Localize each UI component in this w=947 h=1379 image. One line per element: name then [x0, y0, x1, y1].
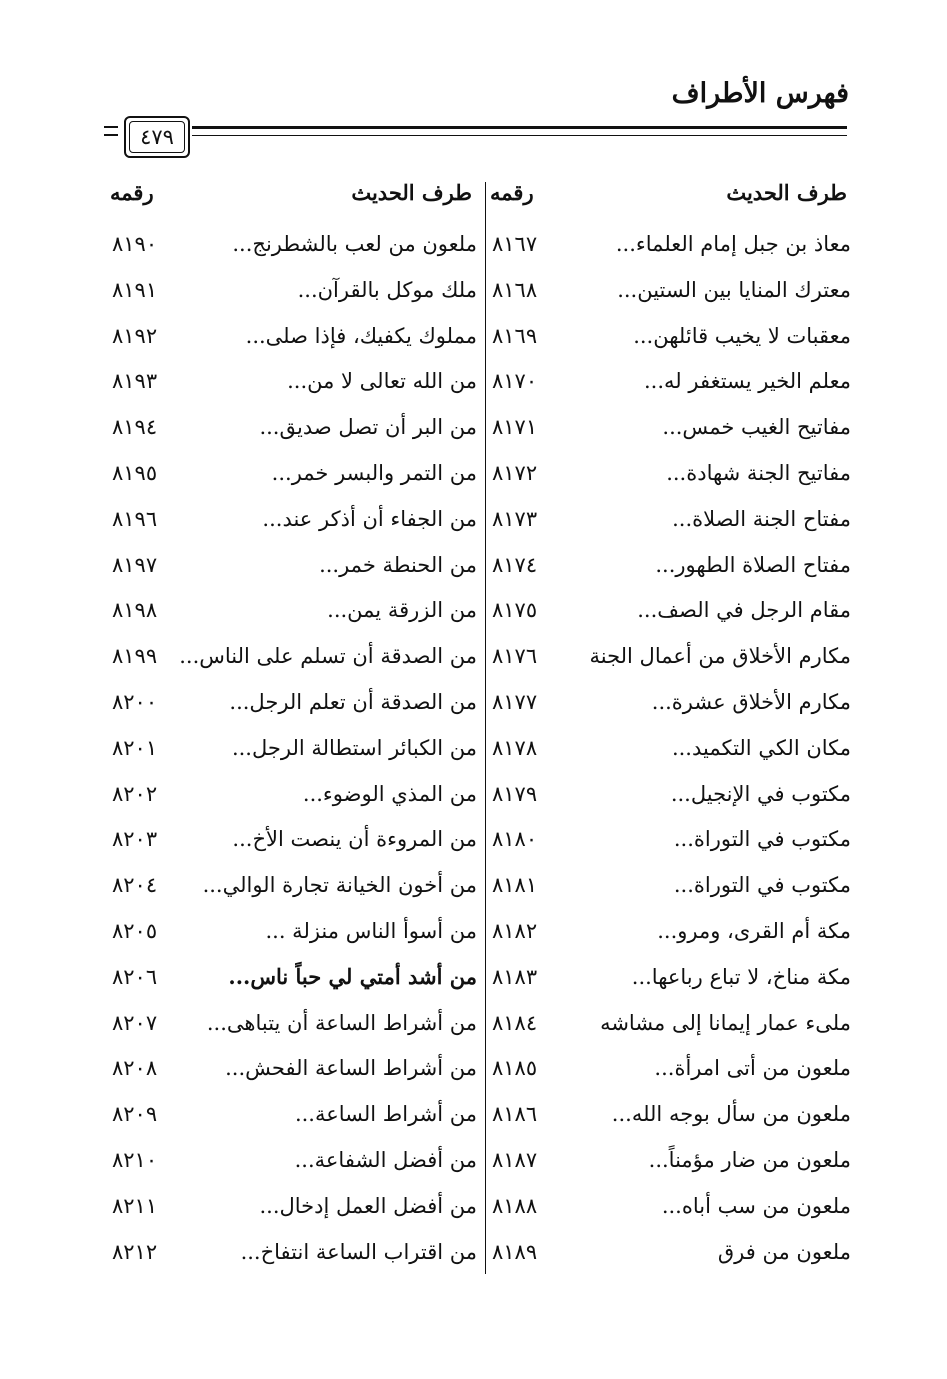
hadith-text-right: ملعون من ضار مؤمناً... — [648, 1148, 851, 1172]
hadith-text-left: ملك موكل بالقرآن... — [297, 277, 477, 302]
hadith-text-right: مكتوب في التوراة... — [673, 873, 851, 898]
hadith-number-left: ٨١٩٩ — [112, 644, 158, 669]
hadith-number-left: ٨٢١١ — [112, 1193, 158, 1218]
table-row — [0, 267, 947, 313]
hadith-text-left: من أفضل العمل إدخال... — [259, 1193, 477, 1218]
column-header-right-number: رقمه — [490, 180, 534, 205]
hadith-number-right: ٨١٨١ — [492, 873, 538, 898]
hadith-number-left: ٨١٩٢ — [112, 323, 158, 348]
table-row — [0, 679, 947, 725]
hadith-text-right: مقام الرجل في الصف... — [637, 598, 851, 623]
header-rule-thin — [192, 135, 847, 136]
hadith-text-left: من الصدقة أن تعلم الرجل... — [229, 690, 477, 714]
hadith-text-left: من التمر والبسر خمر... — [271, 461, 477, 485]
hadith-text-right: مكة أم القرى، ومرو... — [657, 919, 851, 943]
hadith-number-right: ٨١٨٥ — [492, 1056, 538, 1081]
column-header-right-text: طرف الحديث — [726, 180, 847, 205]
hadith-number-right: ٨١٨٢ — [492, 919, 538, 943]
hadith-text-left: من المروءة أن ينصت الأخ... — [232, 827, 477, 852]
hadith-number-left: ٨١٩٠ — [112, 232, 158, 256]
hadith-text-right: مكارم الأخلاق عشرة... — [651, 690, 851, 714]
table-row — [0, 1183, 947, 1229]
hadith-number-right: ٨١٨٦ — [492, 1102, 538, 1127]
hadith-text-left: من أفضل الشفاعة... — [294, 1148, 477, 1172]
hadith-number-right: ٨١٨٨ — [492, 1193, 538, 1218]
table-row — [0, 633, 947, 679]
hadith-text-right: مكان الكي التكميد... — [671, 735, 851, 760]
table-row — [0, 450, 947, 496]
table-row — [0, 1045, 947, 1091]
hadith-number-left: ٨٢٠٩ — [112, 1102, 158, 1127]
hadith-text-right: معاذ بن جبل إمام العلماء... — [615, 232, 851, 256]
table-row — [0, 542, 947, 588]
hadith-text-right: مكتوب في التوراة... — [673, 827, 851, 852]
hadith-number-right: ٨١٨٧ — [492, 1148, 538, 1172]
hadith-number-left: ٨١٩٨ — [112, 598, 158, 623]
hadith-number-right: ٨١٧٢ — [492, 461, 538, 485]
hadith-text-left: من البر أن تصل صديق... — [259, 415, 477, 440]
hadith-number-left: ٨٢٠٦ — [112, 964, 158, 989]
hadith-text-left: من اقتراب الساعة انتفاخ... — [240, 1239, 477, 1264]
hadith-number-right: ٨١٨٩ — [492, 1239, 538, 1264]
header-rule-thick — [192, 126, 847, 129]
table-row — [0, 358, 947, 404]
table-row — [0, 1000, 947, 1046]
table-row — [0, 908, 947, 954]
hadith-number-left: ٨٢٠٨ — [112, 1056, 158, 1081]
hadith-text-left: ملعون من لعب بالشطرنج... — [232, 232, 477, 256]
hadith-number-right: ٨١٦٩ — [492, 323, 538, 348]
hadith-text-left: من الله تعالى لا من... — [287, 369, 477, 394]
hadith-number-right: ٨١٨٤ — [492, 1010, 538, 1035]
hadith-number-right: ٨١٧٥ — [492, 598, 538, 623]
hadith-number-right: ٨١٧٤ — [492, 552, 538, 577]
hadith-number-right: ٨١٧٨ — [492, 735, 538, 760]
table-row — [0, 221, 947, 267]
hadith-text-left: من أشراط الساعة أن يتباهى... — [206, 1010, 477, 1035]
table-row — [0, 862, 947, 908]
hadith-text-right: معترك المنايا بين الستين... — [617, 277, 851, 302]
table-row — [0, 1229, 947, 1275]
page-number-box — [124, 116, 190, 158]
hadith-number-left: ٨٢٠٣ — [112, 827, 158, 852]
hadith-text-right: ملعون من أتى امرأة... — [654, 1056, 851, 1081]
hadith-text-left: من الصدقة أن تسلم على الناس... — [179, 644, 477, 669]
hadith-number-right: ٨١٦٨ — [492, 277, 538, 302]
hadith-text-left: من أخون الخيانة تجارة الوالي... — [202, 873, 477, 898]
hadith-number-right: ٨١٧٠ — [492, 369, 538, 394]
column-header-left-text: طرف الحديث — [351, 180, 472, 205]
hadith-number-right: ٨١٧٣ — [492, 506, 538, 531]
page-title: فهرس الأطراف — [671, 78, 849, 109]
hadith-text-left: من أشد أمتي لي حباً ناس... — [228, 963, 477, 989]
hadith-number-right: ٨١٨٠ — [492, 827, 538, 852]
hadith-number-left: ٨١٩١ — [112, 277, 158, 302]
hadith-number-left: ٨١٩٤ — [112, 415, 158, 440]
hadith-text-left: من الكبائر استطالة الرجل... — [231, 735, 477, 760]
table-row — [0, 1137, 947, 1183]
hadith-text-right: معلم الخير يستغفر له... — [644, 369, 851, 394]
page-number: ٤٧٩ — [129, 121, 185, 153]
hadith-number-left: ٨١٩٦ — [112, 506, 158, 531]
hadith-number-left: ٨١٩٥ — [112, 461, 158, 485]
table-row — [0, 404, 947, 450]
table-row — [0, 816, 947, 862]
hadith-text-right: مفتاح الصلاة الطهور... — [655, 552, 851, 577]
hadith-text-left: من الجفاء أن أذكر عند... — [262, 506, 477, 531]
hadith-number-right: ٨١٧٦ — [492, 644, 538, 669]
table-row — [0, 771, 947, 817]
hadith-text-left: من الزرقة يمن... — [327, 598, 477, 623]
hadith-number-right: ٨١٧٧ — [492, 690, 538, 714]
hadith-number-left: ٨٢١٢ — [112, 1239, 158, 1264]
table-row — [0, 954, 947, 1000]
hadith-number-left: ٨٢٠٠ — [112, 690, 158, 714]
hadith-text-left: من أشراط الساعة... — [294, 1102, 477, 1127]
hadith-number-left: ٨١٩٣ — [112, 369, 158, 394]
hadith-number-right: ٨١٨٣ — [492, 964, 538, 989]
table-row — [0, 587, 947, 633]
table-row — [0, 1091, 947, 1137]
hadith-number-left: ٨٢٠١ — [112, 735, 158, 760]
hadith-text-right: ملىء عمار إيمانا إلى مشاشه — [600, 1010, 851, 1035]
hadith-number-left: ٨٢١٠ — [112, 1148, 158, 1172]
hadith-text-right: معقبات لا يخيب قائلهن... — [633, 323, 851, 348]
column-header-left-number: رقمه — [110, 180, 154, 205]
hadith-number-right: ٨١٦٧ — [492, 232, 538, 256]
hadith-text-right: مكارم الأخلاق من أعمال الجنة — [589, 644, 851, 669]
hadith-number-left: ٨٢٠٧ — [112, 1010, 158, 1035]
hadith-text-left: من أشراط الساعة الفحش... — [225, 1056, 477, 1081]
hadith-text-right: ملعون من سأل بوجه الله... — [611, 1102, 851, 1127]
hadith-number-left: ٨٢٠٥ — [112, 919, 158, 943]
table-row — [0, 496, 947, 542]
hadith-text-right: مكتوب في الإنجيل... — [670, 781, 851, 806]
hadith-number-left: ٨٢٠٢ — [112, 781, 158, 806]
hadith-text-right: مفاتيح الجنة شهادة... — [666, 461, 851, 485]
table-row — [0, 725, 947, 771]
hadith-text-left: من المذي الوضوء... — [302, 781, 477, 806]
hadith-text-right: ملعون من فرق — [717, 1239, 851, 1264]
hadith-text-right: مكة مناخ، لا تباع رباعها... — [631, 964, 851, 989]
hadith-text-right: مفتاح الجنة الصلاة... — [672, 506, 851, 531]
hadith-text-left: من أسوأ الناس منزلة ... — [265, 919, 477, 943]
hadith-number-left: ٨٢٠٤ — [112, 873, 158, 898]
hadith-text-right: مفاتيح الغيب خمس... — [662, 415, 851, 440]
hadith-text-left: مملوك يكفيك، فإذا صلى... — [245, 323, 477, 348]
hadith-number-left: ٨١٩٧ — [112, 552, 158, 577]
hadith-text-right: ملعون من سب أباه... — [661, 1193, 851, 1218]
hadith-number-right: ٨١٧٩ — [492, 781, 538, 806]
hadith-number-right: ٨١٧١ — [492, 415, 538, 440]
hadith-text-left: من الحنطة خمر... — [319, 552, 477, 577]
table-row — [0, 313, 947, 359]
